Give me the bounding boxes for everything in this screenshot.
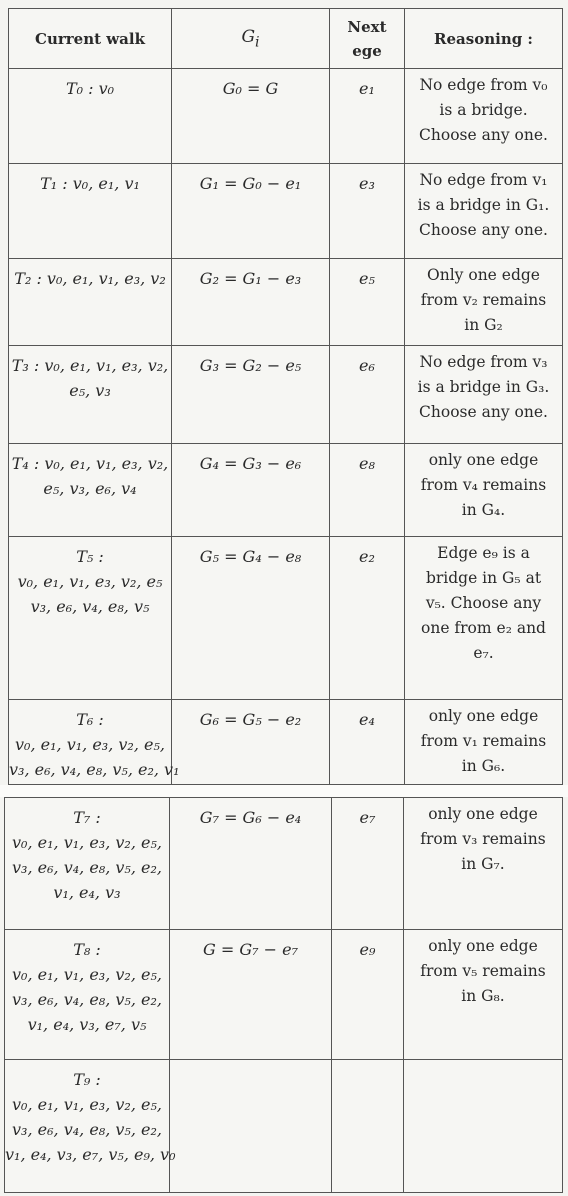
walk-line: T₉ : — [73, 1070, 101, 1089]
walk-line: T₈ : — [73, 940, 101, 959]
header-reasoning: Reasoning : — [405, 9, 563, 69]
reasoning-line: in G₂ — [464, 316, 503, 334]
graph-cell: G₄ = G₃ − e₆ — [172, 444, 330, 537]
header-current-walk: Current walk — [9, 9, 172, 69]
walk-line: v₃, e₆, v₄, e₈, v₅, e₂, v₁ — [9, 760, 180, 779]
page-fold — [0, 785, 568, 797]
next-edge-cell: e₂ — [330, 537, 405, 700]
next-edge-cell: e₈ — [330, 444, 405, 537]
next-edge-cell: e₉ — [332, 930, 404, 1060]
reasoning-line: Choose any one. — [419, 126, 548, 144]
table-row — [9, 259, 563, 346]
reasoning-line: from v₅ remains — [420, 962, 546, 980]
reasoning-line: Only one edge — [427, 266, 540, 284]
current-walk-cell — [9, 164, 172, 259]
walk-line: T₆ : — [76, 710, 104, 729]
reasoning-cell — [404, 798, 563, 930]
table-row — [5, 930, 563, 1060]
walk-line: T₅ : — [76, 547, 104, 566]
reasoning-line: only one edge — [428, 707, 539, 725]
current-walk-cell — [5, 1060, 176, 1193]
reasoning-line: bridge in G₅ at — [425, 569, 542, 587]
table-row — [9, 537, 563, 700]
graph-cell: G = G₇ − e₇ — [170, 930, 332, 1060]
walk-line: T₃ : v₀, e₁, v₁, e₃, v₂, — [11, 356, 169, 375]
reasoning-line: No edge from v₀ — [419, 76, 548, 94]
reasoning-line: from v₄ remains — [420, 476, 547, 494]
current-walk-cell — [5, 798, 170, 930]
walk-line: v₀, e₁, v₁, e₃, v₂, e₅ — [17, 572, 163, 591]
reasoning-cell — [405, 346, 563, 444]
walk-line: v₀, e₁, v₁, e₃, v₂, e₅, — [12, 965, 162, 984]
header-gi — [172, 9, 330, 69]
walk-line: T₁ : v₀, e₁, v₁ — [40, 174, 140, 193]
walk-line: T₇ : — [73, 808, 101, 827]
table-header-row — [9, 9, 563, 69]
reasoning-line: No edge from v₁ — [419, 171, 548, 189]
header-gi-main: G — [241, 26, 256, 47]
walk-line: v₁, e₄, v₃, e₇, v₅ — [27, 1015, 147, 1034]
header-next-edge-line-1: Next — [347, 17, 387, 36]
current-walk-cell — [9, 444, 172, 537]
graph-cell: G₆ = G₅ − e₂ — [172, 700, 330, 785]
euler-walk-table-part-2 — [4, 797, 563, 1193]
reasoning-line: only one edge — [428, 805, 538, 823]
graph-cell: G₇ = G₆ − e₄ — [170, 798, 332, 930]
walk-line: T₀ : v₀ — [65, 79, 115, 98]
walk-line: v₁, e₄, v₃, e₇, v₅, e₉, v₀ — [5, 1145, 176, 1164]
reasoning-line: only one edge — [428, 451, 539, 469]
graph-cell: G₁ = G₀ − e₁ — [172, 164, 330, 259]
reasoning-line: is a bridge in G₁. — [417, 196, 550, 214]
next-edge-cell — [332, 1060, 404, 1193]
table-row — [9, 700, 563, 785]
reasoning-cell — [405, 444, 563, 537]
reasoning-cell — [404, 1060, 563, 1193]
current-walk-cell — [5, 930, 170, 1060]
walk-line: v₀, e₁, v₁, e₃, v₂, e₅, — [12, 1095, 162, 1114]
next-edge-cell: e₃ — [330, 164, 405, 259]
reasoning-line: v₅. Choose any — [425, 594, 542, 612]
walk-line: v₀, e₁, v₁, e₃, v₂, e₅, — [15, 735, 165, 754]
current-walk-cell — [9, 346, 172, 444]
reasoning-cell — [404, 930, 563, 1060]
reasoning-line: in G₈. — [461, 987, 505, 1005]
graph-cell — [170, 1060, 332, 1193]
table-row — [9, 69, 563, 164]
walk-line: T₄ : v₀, e₁, v₁, e₃, v₂, — [11, 454, 169, 473]
table-row — [9, 444, 563, 537]
reasoning-cell — [405, 700, 563, 785]
reasoning-line: from v₃ remains — [420, 830, 546, 848]
header-gi-sub: i — [255, 34, 260, 51]
reasoning-line: in G₄. — [461, 501, 506, 519]
walk-line: e₅, v₃ — [69, 381, 111, 400]
reasoning-line: No edge from v₃ — [419, 353, 548, 371]
header-next-edge — [330, 9, 405, 69]
walk-line: v₃, e₆, v₄, e₈, v₅, e₂, — [12, 858, 162, 877]
walk-line: v₃, e₆, v₄, e₈, v₅, e₂, — [12, 1120, 162, 1139]
reasoning-line: from v₁ remains — [420, 732, 547, 750]
reasoning-line: is a bridge. — [439, 101, 528, 119]
current-walk-cell — [9, 259, 172, 346]
reasoning-cell — [405, 537, 563, 700]
table-row — [9, 164, 563, 259]
graph-cell: G₂ = G₁ − e₃ — [172, 259, 330, 346]
walk-line: T₂ : v₀, e₁, v₁, e₃, v₂ — [14, 269, 166, 288]
euler-walk-table-part-1 — [8, 8, 563, 785]
walk-line: v₃, e₆, v₄, e₈, v₅, e₂, — [12, 990, 162, 1009]
current-walk-cell — [9, 700, 180, 785]
reasoning-cell — [405, 164, 563, 259]
next-edge-cell: e₄ — [330, 700, 405, 785]
reasoning-line: e₇. — [473, 644, 494, 662]
walk-line: v₁, e₄, v₃ — [53, 883, 121, 902]
table-row — [5, 1060, 563, 1193]
reasoning-line: one from e₂ and — [421, 619, 546, 637]
reasoning-cell — [405, 69, 563, 164]
table-row — [5, 798, 563, 930]
current-walk-cell — [9, 537, 172, 700]
current-walk-cell — [9, 69, 172, 164]
reasoning-line: in G₆. — [461, 757, 506, 775]
reasoning-line: Choose any one. — [419, 403, 548, 421]
reasoning-cell — [405, 259, 563, 346]
next-edge-cell: e₁ — [330, 69, 405, 164]
reasoning-line: Choose any one. — [419, 221, 548, 239]
graph-cell: G₃ = G₂ − e₅ — [172, 346, 330, 444]
next-edge-cell: e₆ — [330, 346, 405, 444]
graph-cell: G₀ = G — [172, 69, 330, 164]
walk-line: e₅, v₃, e₆, v₄ — [43, 479, 137, 498]
reasoning-line: in G₇. — [461, 855, 505, 873]
reasoning-line: from v₂ remains — [420, 291, 547, 309]
walk-line: v₃, e₆, v₄, e₈, v₅ — [30, 597, 150, 616]
next-edge-cell: e₇ — [332, 798, 404, 930]
header-next-edge-line-2: ege — [352, 41, 382, 60]
next-edge-cell: e₅ — [330, 259, 405, 346]
table-row — [9, 346, 563, 444]
walk-line: v₀, e₁, v₁, e₃, v₂, e₅, — [12, 833, 162, 852]
graph-cell: G₅ = G₄ − e₈ — [172, 537, 330, 700]
reasoning-line: Edge e₉ is a — [437, 544, 530, 562]
reasoning-line: only one edge — [428, 937, 538, 955]
reasoning-line: is a bridge in G₃. — [417, 378, 550, 396]
